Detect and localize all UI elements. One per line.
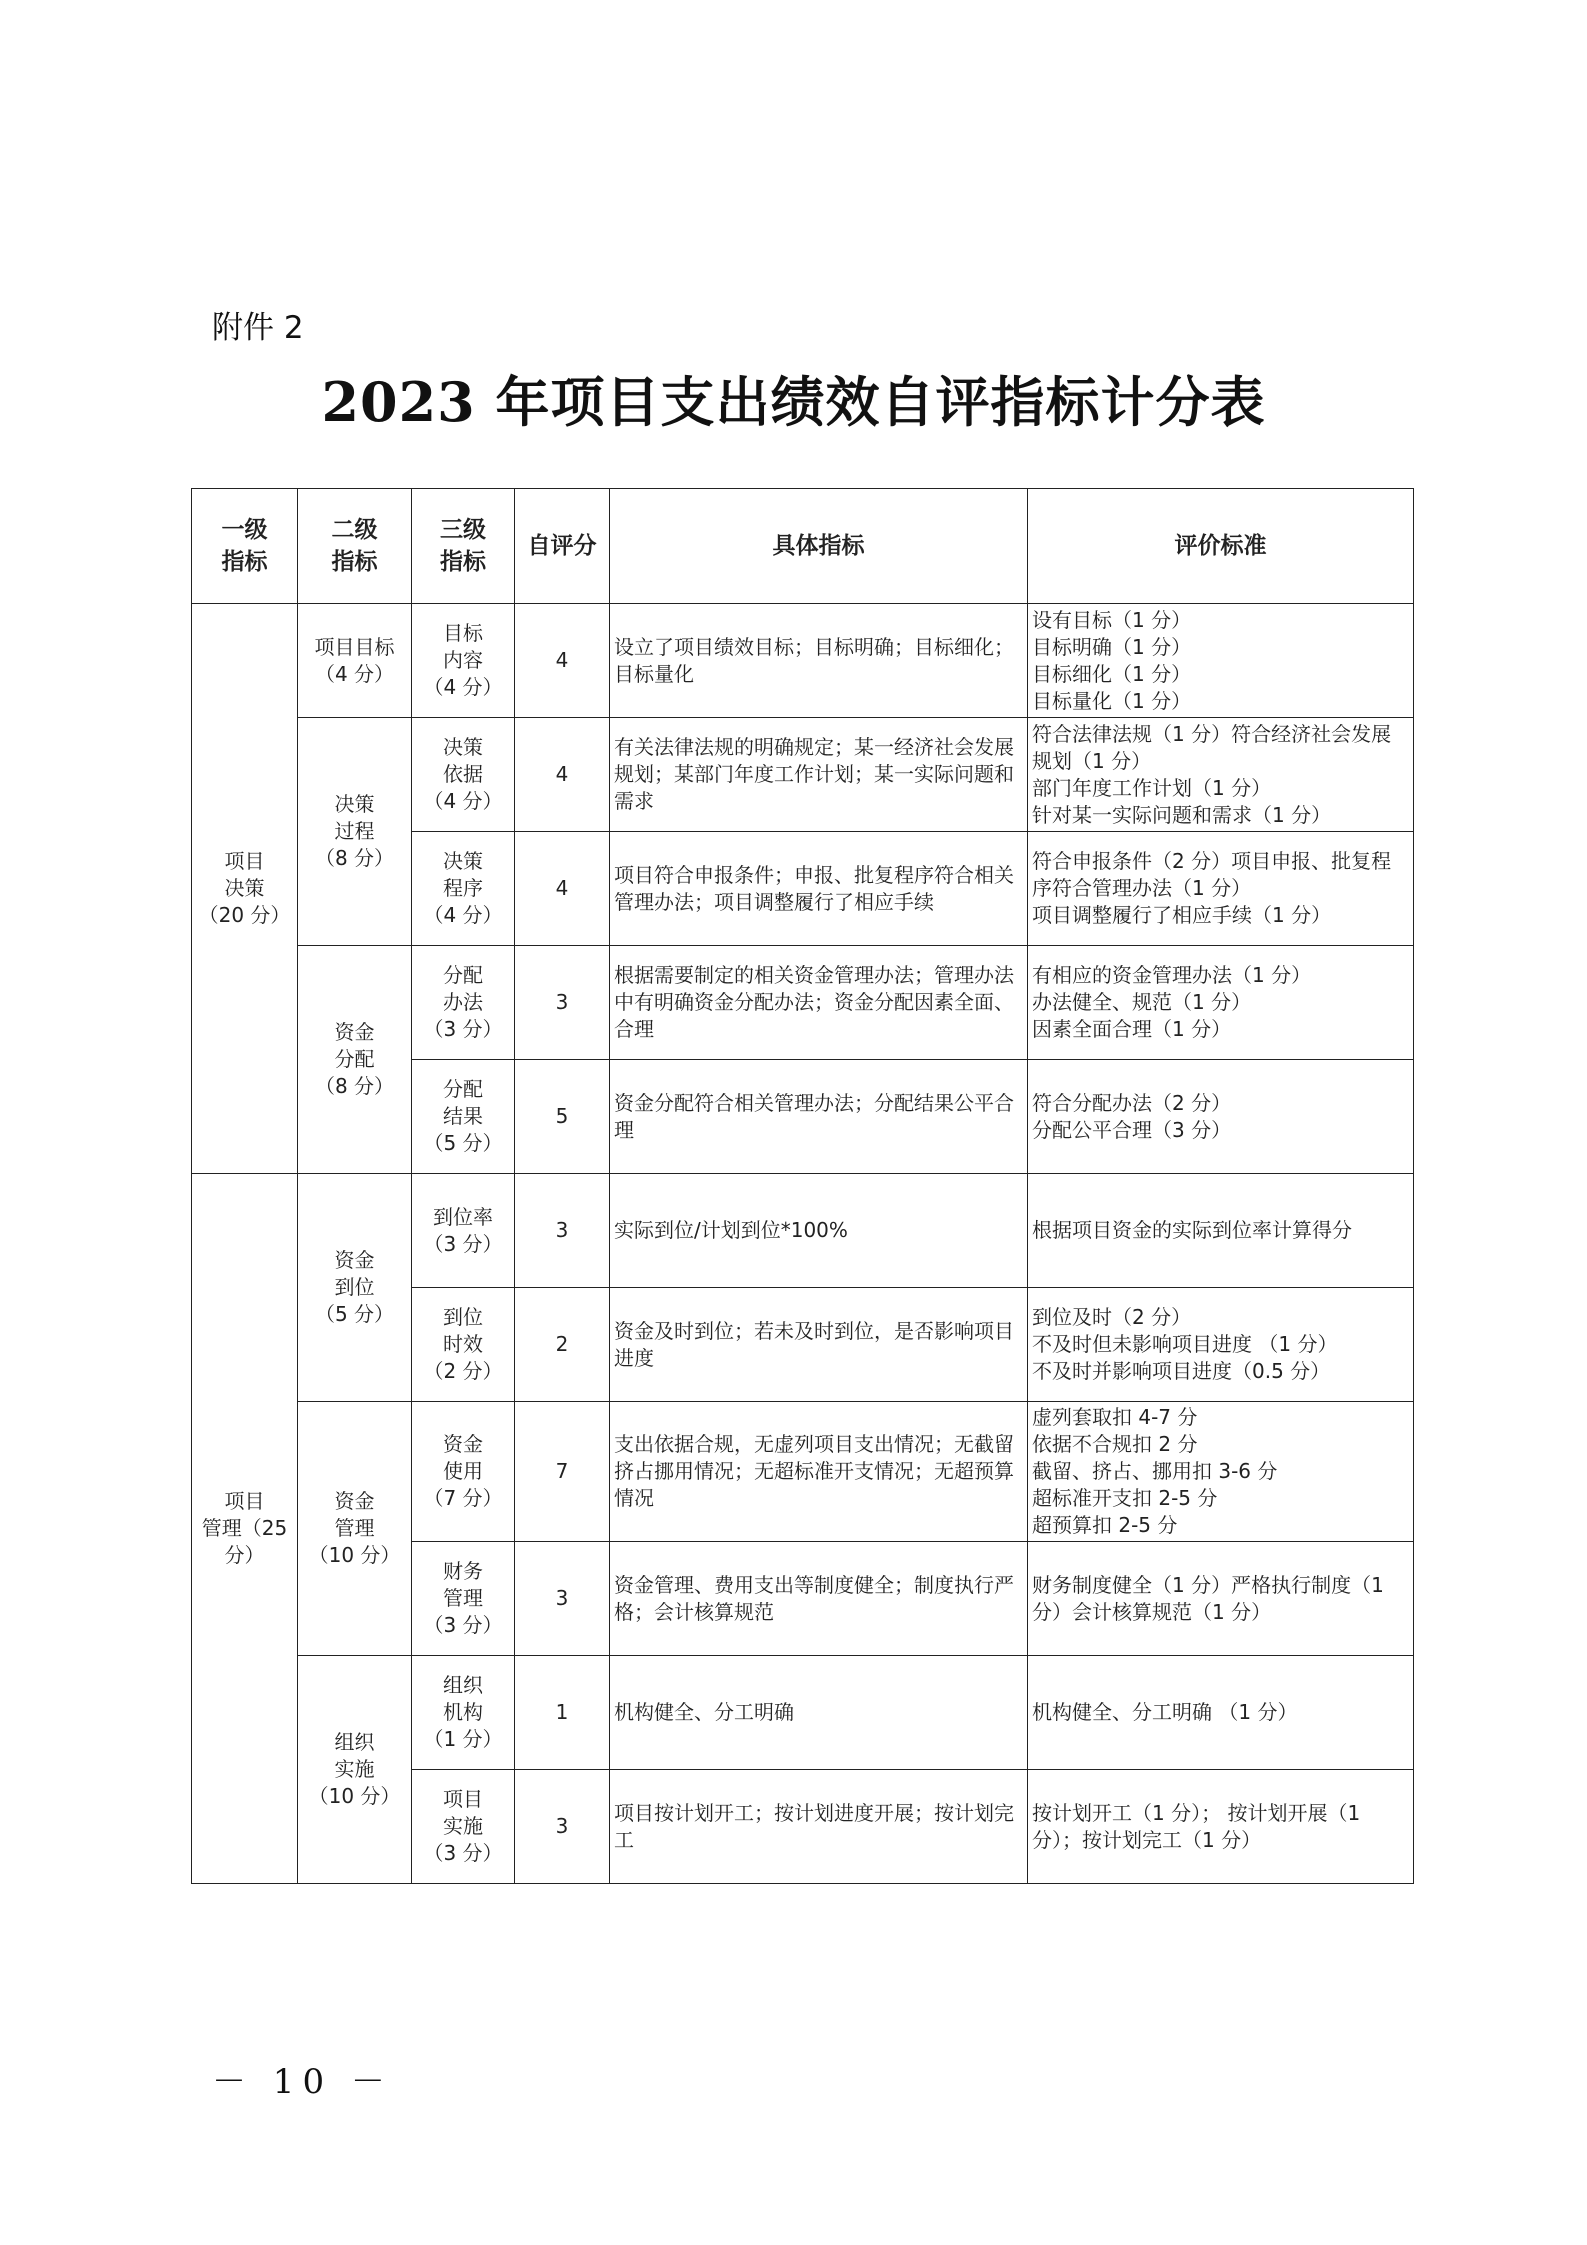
level3-cell: 到位 时效 （2 分）	[412, 1288, 515, 1402]
score-cell: 1	[515, 1656, 610, 1770]
score-cell: 5	[515, 1060, 610, 1174]
header-level3: 三级 指标	[412, 489, 515, 604]
score-cell: 3	[515, 946, 610, 1060]
level3-cell: 财务 管理 （3 分）	[412, 1542, 515, 1656]
level2-cell: 项目目标 （4 分）	[298, 604, 412, 718]
table-row	[192, 1656, 1414, 1770]
criteria-cell: 符合法律法规（1 分）符合经济社会发展规划（1 分） 部门年度工作计划（1 分） 针对某一实际问题和需求（1 分）	[1028, 718, 1414, 832]
indicator-cell: 项目按计划开工；按计划进度开展；按计划完工	[610, 1770, 1028, 1884]
criteria-cell: 设有目标（1 分） 目标明确（1 分） 目标细化（1 分） 目标量化（1 分）	[1028, 604, 1414, 718]
attachment-label: 附件 2	[212, 310, 304, 346]
indicator-cell: 实际到位/计划到位*100%	[610, 1174, 1028, 1288]
level3-cell: 分配 结果 （5 分）	[412, 1060, 515, 1174]
indicator-cell: 资金及时到位；若未及时到位，是否影响项目进度	[610, 1288, 1028, 1402]
page-title: 2023 年项目支出绩效自评指标计分表	[321, 370, 1266, 434]
level2-cell: 决策 过程 （8 分）	[298, 718, 412, 946]
indicator-cell: 项目符合申报条件；申报、批复程序符合相关管理办法；项目调整履行了相应手续	[610, 832, 1028, 946]
score-cell: 3	[515, 1174, 610, 1288]
criteria-cell: 符合申报条件（2 分）项目申报、批复程序符合管理办法（1 分） 项目调整履行了相应手续（1 分）	[1028, 832, 1414, 946]
level2-cell: 资金 分配 （8 分）	[298, 946, 412, 1174]
level2-cell: 资金 到位 （5 分）	[298, 1174, 412, 1402]
criteria-cell: 有相应的资金管理办法（1 分） 办法健全、规范（1 分） 因素全面合理（1 分）	[1028, 946, 1414, 1060]
page-number: － 10 －	[212, 2062, 393, 2102]
level3-cell: 决策 依据 （4 分）	[412, 718, 515, 832]
header-indicator: 具体指标	[610, 489, 1028, 604]
indicator-cell: 有关法律法规的明确规定；某一经济社会发展规划；某部门年度工作计划；某一实际问题和需求	[610, 718, 1028, 832]
table-header-row	[192, 489, 1414, 604]
table-row	[192, 718, 1414, 832]
score-table	[191, 488, 1414, 1884]
level3-cell: 资金 使用 （7 分）	[412, 1402, 515, 1542]
header-score: 自评分	[515, 489, 610, 604]
criteria-cell: 按计划开工（1 分）； 按计划开展（1 分）；按计划完工（1 分）	[1028, 1770, 1414, 1884]
score-cell: 3	[515, 1770, 610, 1884]
indicator-cell: 支出依据合规，无虚列项目支出情况；无截留挤占挪用情况；无超标准开支情况；无超预算情况	[610, 1402, 1028, 1542]
criteria-cell: 根据项目资金的实际到位率计算得分	[1028, 1174, 1414, 1288]
table-row	[192, 604, 1414, 718]
level2-cell: 资金 管理 （10 分）	[298, 1402, 412, 1656]
criteria-cell: 虚列套取扣 4-7 分 依据不合规扣 2 分 截留、挤占、挪用扣 3-6 分 超标准开支扣 2-5 分 超预算扣 2-5 分	[1028, 1402, 1414, 1542]
criteria-cell: 符合分配办法（2 分） 分配公平合理（3 分）	[1028, 1060, 1414, 1174]
indicator-cell: 机构健全、分工明确	[610, 1656, 1028, 1770]
header-level2: 二级 指标	[298, 489, 412, 604]
level3-cell: 分配 办法 （3 分）	[412, 946, 515, 1060]
level3-cell: 目标 内容 （4 分）	[412, 604, 515, 718]
level1-cell: 项目 决策 （20 分）	[192, 604, 298, 1174]
header-criteria: 评价标准	[1028, 489, 1414, 604]
table-row	[192, 946, 1414, 1060]
criteria-cell: 机构健全、分工明确 （1 分）	[1028, 1656, 1414, 1770]
level1-cell: 项目 管理（25 分）	[192, 1174, 298, 1884]
score-cell: 2	[515, 1288, 610, 1402]
score-cell: 4	[515, 718, 610, 832]
table-row	[192, 1174, 1414, 1288]
indicator-cell: 资金分配符合相关管理办法；分配结果公平合理	[610, 1060, 1028, 1174]
criteria-cell: 到位及时（2 分） 不及时但未影响项目进度 （1 分） 不及时并影响项目进度（0.5 分）	[1028, 1288, 1414, 1402]
indicator-cell: 设立了项目绩效目标；目标明确；目标细化；目标量化	[610, 604, 1028, 718]
level3-cell: 项目 实施 （3 分）	[412, 1770, 515, 1884]
score-cell: 3	[515, 1542, 610, 1656]
level3-cell: 决策 程序 （4 分）	[412, 832, 515, 946]
level2-cell: 组织 实施 （10 分）	[298, 1656, 412, 1884]
score-cell: 4	[515, 604, 610, 718]
level3-cell: 组织 机构 （1 分）	[412, 1656, 515, 1770]
score-cell: 7	[515, 1402, 610, 1542]
criteria-cell: 财务制度健全（1 分）严格执行制度（1 分）会计核算规范（1 分）	[1028, 1542, 1414, 1656]
level3-cell: 到位率 （3 分）	[412, 1174, 515, 1288]
indicator-cell: 根据需要制定的相关资金管理办法；管理办法中有明确资金分配办法；资金分配因素全面、合理	[610, 946, 1028, 1060]
header-level1: 一级 指标	[192, 489, 298, 604]
indicator-cell: 资金管理、费用支出等制度健全；制度执行严格；会计核算规范	[610, 1542, 1028, 1656]
table-row	[192, 1402, 1414, 1542]
score-cell: 4	[515, 832, 610, 946]
